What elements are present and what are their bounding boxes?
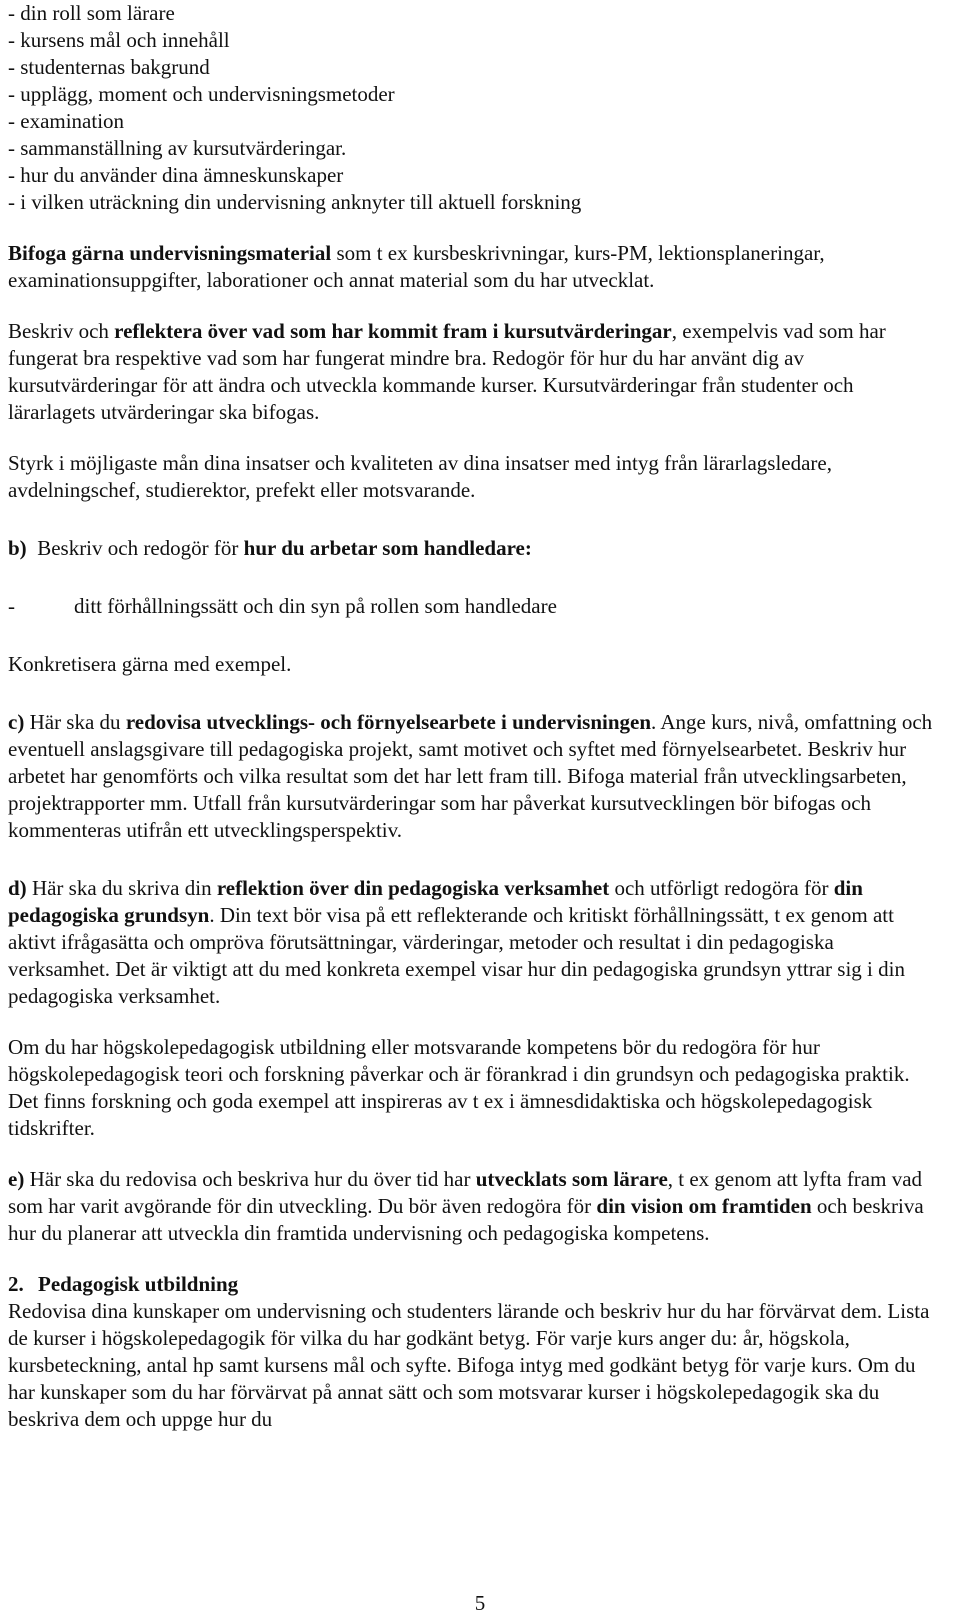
bold-text: hur du arbetar som handledare:: [243, 536, 532, 560]
paragraph-text: Här ska du skriva din: [26, 876, 217, 900]
bold-text: Bifoga gärna undervisningsmaterial: [8, 241, 332, 265]
list-item-text: ditt förhållningssätt och din syn på rollen som handledare: [74, 594, 557, 618]
page-number: 5: [474, 1591, 486, 1615]
section-b-note: Konkretisera gärna med exempel.: [8, 652, 292, 676]
section-letter: e): [8, 1167, 25, 1191]
paragraph-styrk: Styrk i möjligaste mån dina insatser och kvaliteten av dina insatser med intyg från lärarlagsledare, avdelningschef, studierektor, prefekt eller motsvarande.: [8, 451, 832, 502]
list-item: - kursens mål och innehåll: [8, 28, 230, 52]
section-title: Pedagogisk utbildning: [38, 1272, 239, 1296]
bold-text: din pedagogiska grundsyn: [8, 876, 863, 927]
bold-text: redovisa utvecklings- och förnyelsearbete i undervisningen: [125, 710, 652, 734]
paragraph-text: , t ex genom att lyfta fram vad som har varit avgörande för din utveckling. Du bör även redogöra för: [8, 1167, 923, 1218]
list-item: - hur du använder dina ämneskunskaper: [8, 163, 344, 187]
bold-text: din vision om framtiden: [596, 1194, 812, 1218]
paragraph-text: . Din text bör visa på ett reflekterande och kritiskt förhållningssätt, t ex genom att aktivt ifrågasätta och ompröva förutsättningar, värderingar, metoder och resultat i din pedagogiska verksamhet. Det är viktigt att du med konkreta exempel visar hur din pedagogiska grundsyn yttrar sig i din pedagogiska verksamhet.: [8, 903, 905, 1008]
section-e-paragraph: [8, 1166, 936, 1247]
paragraph-text: och beskriva hur du planerar att utveckla din framtida undervisning och pedagogiska kompetens.: [8, 1194, 924, 1245]
paragraph-bifoga: [8, 240, 936, 294]
list-item: - sammanställning av kursutvärderingar.: [8, 136, 347, 160]
section-letter: b): [8, 536, 27, 560]
section-d-paragraph: [8, 875, 936, 1010]
list-item: - upplägg, moment och undervisningsmetoder: [8, 82, 395, 106]
section-letter: d): [8, 876, 27, 900]
dash-bullet: -: [8, 594, 15, 618]
section-letter: c): [8, 710, 25, 734]
bold-text: reflektera över vad som har kommit fram i kursutvärderingar: [114, 319, 672, 343]
section-c-paragraph: [8, 709, 936, 844]
list-item: - studenternas bakgrund: [8, 55, 210, 79]
paragraph-text: Här ska du redovisa och beskriva hur du över tid har: [24, 1167, 476, 1191]
section-d-extra: Om du har högskolepedagogisk utbildning eller motsvarande kompetens bör du redogöra för hur högskolepedagogisk teori och forskning påverkar och är förankrad i din grundsyn och pedagogiska praktik. Det finns forskning och goda exempel att inspireras av t ex i ämnesdidaktiska och högskolepedagogisk tidskrifter.: [8, 1035, 910, 1140]
section-2-body: Redovisa dina kunskaper om undervisning och studenters lärande och beskriv hur du har förvärvat dem. Lista de kurser i högskolepedagogik för vilka du har godkänt betyg. För varje kurs anger du: år, högskola, kursbeteckning, antal hp samt kursens mål och syfte. Bifoga intyg med godkänt betyg för varje kurs. Om du har kunskaper som du har förvärvat på annat sätt och som motsvarar kurser i högskolepedagogik ska du beskriva dem och uppge hur du: [8, 1299, 930, 1431]
paragraph-text: , exempelvis vad som har fungerat bra respektive vad som har fungerat mindre bra. Redogör för hur du har använt dig av kursutvärderingar för att ändra och utveckla kommande kurser. Kursutvärderingar från studenter och lärarlagets utvärderingar ska bifogas.: [8, 319, 886, 424]
paragraph-text: Här ska du: [24, 710, 126, 734]
bold-text: reflektion över din pedagogiska verksamhet: [216, 876, 610, 900]
list-item: - i vilken uträckning din undervisning anknyter till aktuell forskning: [8, 190, 582, 214]
section-2-heading: [8, 1271, 936, 1298]
section-b-heading: [8, 535, 936, 562]
paragraph-text: . Ange kurs, nivå, omfattning och eventuell anslagsgivare till pedagogiska projekt, samt motivet och syftet med förnyelsearbetet. Beskriv hur arbetet har genomförts och vilka resultat som det har lett fram till. Bifoga material från utvecklingsarbeten, projektrapporter mm. Utfall från kursutvärderingar som har påverkat kursutvecklingen bör bifogas och kommenteras utifrån ett utvecklingsperspektiv.: [8, 710, 933, 842]
paragraph-text: Beskriv och: [8, 319, 115, 343]
list-item: - examination: [8, 109, 125, 133]
paragraph-beskriv: [8, 318, 936, 426]
criteria-list: [8, 0, 936, 216]
paragraph-text: som t ex kursbeskrivningar, kurs-PM, lektionsplaneringar, examinationsuppgifter, laborationer och annat material som du har utvecklat.: [8, 241, 825, 292]
paragraph-text: och utförligt redogöra för: [609, 876, 834, 900]
paragraph-text: Beskriv och redogör för: [26, 536, 244, 560]
list-item: - din roll som lärare: [8, 1, 175, 25]
section-number: 2.: [8, 1272, 24, 1296]
bold-text: utvecklats som lärare: [475, 1167, 668, 1191]
section-b-item: [8, 593, 936, 620]
